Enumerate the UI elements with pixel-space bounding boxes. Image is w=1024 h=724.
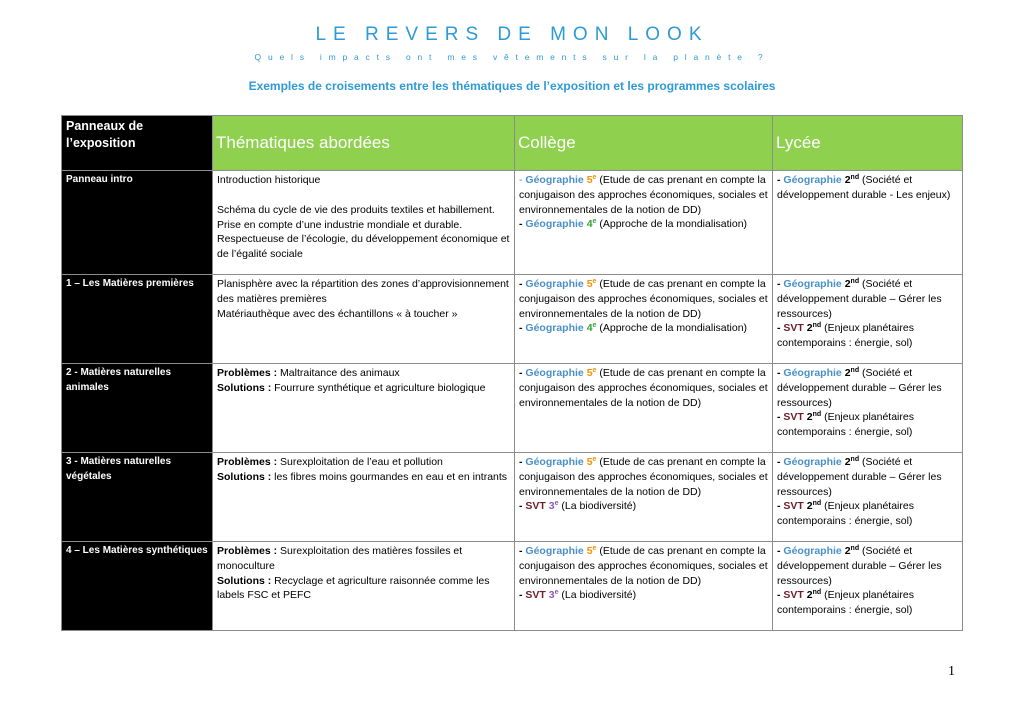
curriculum-entry: - SVT 2nd (Enjeux planétaires contemporains : énergie, sol): [777, 589, 914, 617]
panel-label: Panneau intro: [62, 171, 213, 275]
lycee-cell: [773, 453, 963, 542]
panel-label: 3 - Matières naturelles végétales: [62, 453, 213, 542]
theme-text: Schéma du cycle de vie des produits textiles et habillement. Prise en compte d’une industrie mondiale et durable. Respectueuse de l’écologie, du développement économique et de l’égalité sociale: [217, 203, 510, 261]
college-cell: [515, 542, 773, 631]
header-themes: Thématiques abordées: [213, 116, 515, 171]
lycee-cell: [773, 364, 963, 453]
curriculum-entry: - SVT 3e (La biodiversité): [519, 500, 637, 513]
themes-cell: [213, 171, 515, 275]
theme-text: Planisphère avec la répartition des zones d’approvisionnement des matières premières: [217, 278, 509, 305]
curriculum-entry: - SVT 2nd (Enjeux planétaires contemporains : énergie, sol): [777, 500, 914, 528]
college-cell: [515, 364, 773, 453]
panel-label: 1 – Les Matières premières: [62, 275, 213, 364]
theme-text: Problèmes : Maltraitance des animaux: [217, 367, 400, 379]
document-subtitle: Quels impacts ont mes vêtements sur la planète ?: [254, 52, 770, 62]
curriculum-entry: - Géographie 5e (Etude de cas prenant en compte la conjugaison des approches économiques, sociales et environnementales de la notion de DD): [519, 367, 768, 409]
curriculum-entry: - Géographie 2nd (Société et développement durable – Gérer les ressources): [777, 367, 942, 409]
theme-text: Problèmes : Surexploitation des matières fossiles et monoculture: [217, 545, 463, 572]
college-cell: [515, 171, 773, 275]
theme-text: Solutions : Recyclage et agriculture raisonnée comme les labels FSC et PEFC: [217, 574, 490, 602]
page-number: 1: [948, 664, 955, 679]
curriculum-entry: - Géographie 2nd (Société et développement durable – Gérer les ressources): [777, 278, 942, 320]
curriculum-entry: - Géographie 5e (Etude de cas prenant en compte la conjugaison des approches économiques, sociales et environnementales de la notion de DD): [519, 456, 768, 498]
curriculum-entry: - SVT 2nd (Enjeux planétaires contemporains : énergie, sol): [777, 411, 914, 439]
lycee-cell: [773, 171, 963, 275]
curriculum-entry: - Géographie 5e (Etude de cas prenant en compte la conjugaison des approches économiques, sociales et environnementales de la notion de DD): [519, 278, 768, 320]
panel-label: 4 – Les Matières synthétiques: [62, 542, 213, 631]
table-row: [62, 453, 963, 542]
college-cell: [515, 453, 773, 542]
theme-text: Introduction historique: [217, 174, 321, 186]
lycee-cell: [773, 275, 963, 364]
curriculum-entry: - Géographie 5e (Etude de cas prenant en compte la conjugaison des approches économiques, sociales et environnementales de la notion de DD): [519, 545, 768, 587]
table-header-row: [62, 116, 963, 171]
theme-text: Solutions : les fibres moins gourmandes en eau et en intrants: [217, 470, 508, 483]
table-row: [62, 542, 963, 631]
curriculum-entry: - Géographie 5e (Etude de cas prenant en compte la conjugaison des approches économiques, sociales et environnementales de la notion de DD): [519, 174, 768, 216]
header-panels: Panneaux de l’exposition: [62, 116, 213, 171]
themes-cell: [213, 364, 515, 453]
document-title: LE REVERS DE MON LOOK: [315, 24, 709, 45]
theme-text: Problèmes : Surexploitation de l’eau et pollution: [217, 456, 443, 468]
section-heading: Exemples de croisements entre les thématiques de l’exposition et les programmes scolaires: [248, 79, 776, 93]
themes-cell: [213, 542, 515, 631]
curriculum-entry: - Géographie 4e (Approche de la mondialisation): [519, 322, 748, 335]
theme-text: Matériauthèque avec des échantillons « à toucher »: [217, 307, 458, 320]
theme-text: Solutions : Fourrure synthétique et agriculture biologique: [217, 381, 486, 394]
header-college: Collège: [515, 116, 773, 171]
curriculum-entry: - Géographie 4e (Approche de la mondialisation): [519, 218, 748, 231]
curriculum-entry: - Géographie 2nd (Société et développement durable - Les enjeux): [777, 174, 951, 201]
lycee-cell: [773, 542, 963, 631]
panel-label: 2 - Matières naturelles animales: [62, 364, 213, 453]
header-lycee: Lycée: [773, 116, 963, 171]
table-row: [62, 364, 963, 453]
curriculum-entry: - SVT 2nd (Enjeux planétaires contemporains : énergie, sol): [777, 322, 914, 350]
themes-cell: [213, 453, 515, 542]
college-cell: [515, 275, 773, 364]
themes-cell: [213, 275, 515, 364]
curriculum-entry: - Géographie 2nd (Société et développement durable – Gérer les ressources): [777, 545, 942, 587]
table-row: [62, 275, 963, 364]
curriculum-entry: - SVT 3e (La biodiversité): [519, 589, 637, 602]
table-row: [62, 171, 963, 275]
curriculum-entry: - Géographie 2nd (Société et développement durable – Gérer les ressources): [777, 456, 942, 498]
crossings-table: [61, 115, 963, 631]
